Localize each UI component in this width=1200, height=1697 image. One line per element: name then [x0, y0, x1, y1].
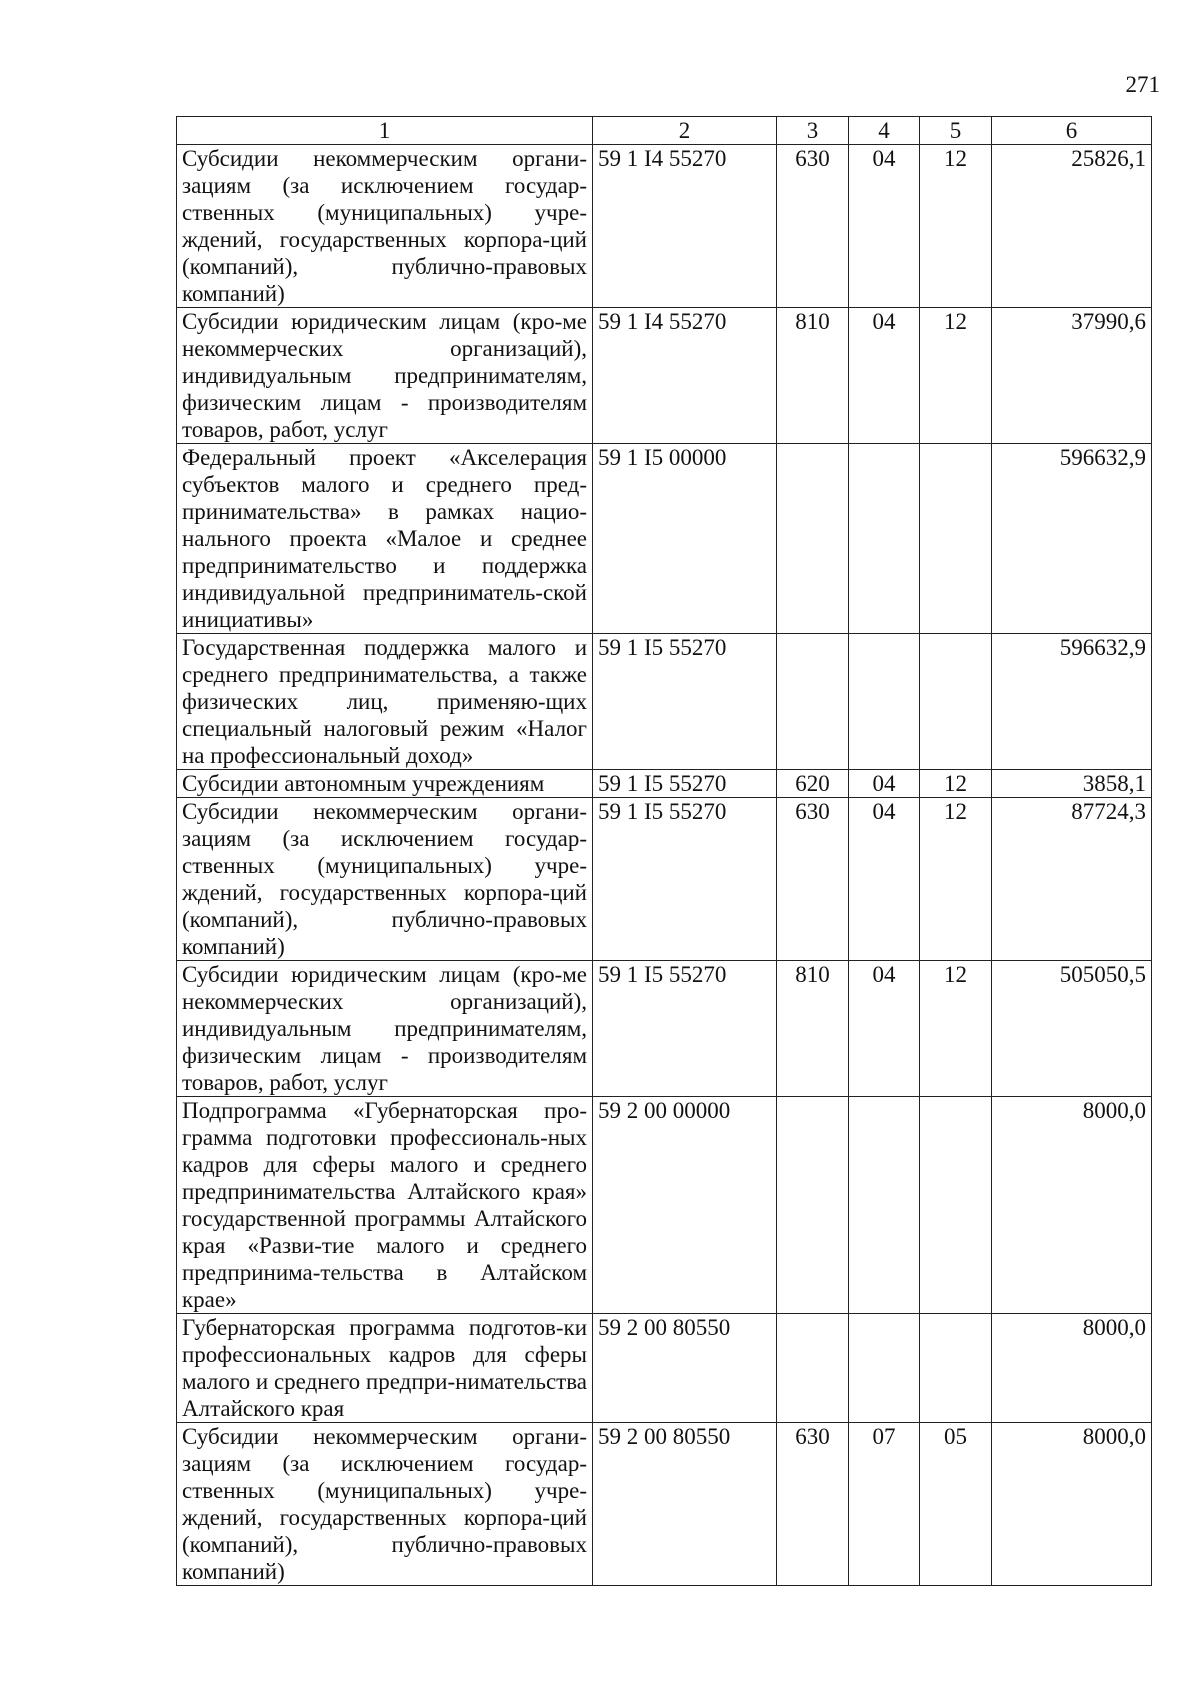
row-sum-cell: 3858,1	[992, 770, 1152, 798]
row-rz-cell	[849, 1097, 920, 1314]
row-sum-cell: 596632,9	[992, 634, 1152, 770]
row-code-cell: 59 1 I5 55270	[593, 634, 777, 770]
table-row	[177, 145, 1152, 308]
budget-table	[176, 116, 1152, 1586]
row-pr-cell: 05	[920, 1423, 992, 1586]
row-vr-cell	[777, 1097, 849, 1314]
row-rz-cell	[849, 444, 920, 634]
table-row	[177, 308, 1152, 444]
row-code-cell: 59 1 I4 55270	[593, 308, 777, 444]
column-header: 6	[992, 117, 1152, 145]
row-pr-cell: 12	[920, 145, 992, 308]
row-sum-cell: 8000,0	[992, 1097, 1152, 1314]
row-name-cell: Федеральный проект «Акселерация субъектов малого и среднего пред-принимательства» в рамках нацио-нального проекта «Малое и среднее предпринимательство и поддержка индивидуальной предприниматель-ской инициативы»	[177, 444, 593, 634]
row-vr-cell: 630	[777, 798, 849, 961]
table-row	[177, 634, 1152, 770]
row-code-cell: 59 2 00 80550	[593, 1314, 777, 1423]
row-sum-cell: 25826,1	[992, 145, 1152, 308]
table-row	[177, 1314, 1152, 1423]
table-row	[177, 444, 1152, 634]
row-name-cell: Субсидии юридическим лицам (кро-ме некоммерческих организаций), индивидуальным предпринимателям, физическим лицам - производителям товаров, работ, услуг	[177, 308, 593, 444]
row-rz-cell	[849, 634, 920, 770]
row-vr-cell	[777, 634, 849, 770]
row-name-cell: Подпрограмма «Губернаторская про-грамма подготовки профессиональ-ных кадров для сферы малого и среднего предпринимательства Алтайского края» государственной программы Алтайского края «Разви-тие малого и среднего предпринима-тельства в Алтайском крае»	[177, 1097, 593, 1314]
row-rz-cell: 04	[849, 770, 920, 798]
row-pr-cell	[920, 634, 992, 770]
row-name-cell: Субсидии некоммерческим органи-зациям (за исключением государ-ственных (муниципальных) учре-ждений, государственных корпора-ций (компаний), публично-правовых компаний)	[177, 1423, 593, 1586]
row-pr-cell: 12	[920, 770, 992, 798]
column-header: 5	[920, 117, 992, 145]
row-code-cell: 59 1 I5 55270	[593, 798, 777, 961]
row-sum-cell: 505050,5	[992, 961, 1152, 1097]
row-rz-cell: 04	[849, 798, 920, 961]
row-pr-cell	[920, 1097, 992, 1314]
row-rz-cell: 04	[849, 961, 920, 1097]
row-vr-cell: 630	[777, 1423, 849, 1586]
row-code-cell: 59 1 I5 00000	[593, 444, 777, 634]
row-sum-cell: 8000,0	[992, 1423, 1152, 1586]
row-sum-cell: 37990,6	[992, 308, 1152, 444]
row-name-cell: Субсидии юридическим лицам (кро-ме некоммерческих организаций), индивидуальным предпринимателям, физическим лицам - производителям товаров, работ, услуг	[177, 961, 593, 1097]
row-pr-cell: 12	[920, 798, 992, 961]
row-vr-cell: 810	[777, 308, 849, 444]
row-pr-cell	[920, 1314, 992, 1423]
row-code-cell: 59 1 I4 55270	[593, 145, 777, 308]
row-rz-cell: 04	[849, 145, 920, 308]
row-name-cell: Субсидии автономным учреждениям	[177, 770, 593, 798]
row-vr-cell	[777, 444, 849, 634]
row-code-cell: 59 2 00 00000	[593, 1097, 777, 1314]
table-row	[177, 1097, 1152, 1314]
row-sum-cell: 596632,9	[992, 444, 1152, 634]
table-header-row	[177, 117, 1152, 145]
table-row	[177, 961, 1152, 1097]
row-code-cell: 59 2 00 80550	[593, 1423, 777, 1586]
table-row	[177, 770, 1152, 798]
row-pr-cell	[920, 444, 992, 634]
row-name-cell: Государственная поддержка малого и среднего предпринимательства, а также физических лиц, применяю-щих специальный налоговый режим «Налог на профессиональный доход»	[177, 634, 593, 770]
row-rz-cell: 07	[849, 1423, 920, 1586]
row-vr-cell: 620	[777, 770, 849, 798]
column-header: 4	[849, 117, 920, 145]
page-number: 271	[1125, 72, 1160, 97]
table-row	[177, 1423, 1152, 1586]
row-name-cell: Субсидии некоммерческим органи-зациям (за исключением государ-ственных (муниципальных) учре-ждений, государственных корпора-ций (компаний), публично-правовых компаний)	[177, 798, 593, 961]
row-vr-cell: 810	[777, 961, 849, 1097]
row-sum-cell: 8000,0	[992, 1314, 1152, 1423]
column-header: 2	[593, 117, 777, 145]
row-rz-cell: 04	[849, 308, 920, 444]
row-name-cell: Субсидии некоммерческим органи-зациям (за исключением государ-ственных (муниципальных) учре-ждений, государственных корпора-ций (компаний), публично-правовых компаний)	[177, 145, 593, 308]
column-header: 1	[177, 117, 593, 145]
row-pr-cell: 12	[920, 308, 992, 444]
row-code-cell: 59 1 I5 55270	[593, 961, 777, 1097]
row-code-cell: 59 1 I5 55270	[593, 770, 777, 798]
row-vr-cell	[777, 1314, 849, 1423]
row-vr-cell: 630	[777, 145, 849, 308]
row-pr-cell: 12	[920, 961, 992, 1097]
row-name-cell: Губернаторская программа подготов-ки профессиональных кадров для сферы малого и среднего предпри-нимательства Алтайского края	[177, 1314, 593, 1423]
table-row	[177, 798, 1152, 961]
row-sum-cell: 87724,3	[992, 798, 1152, 961]
row-rz-cell	[849, 1314, 920, 1423]
column-header: 3	[777, 117, 849, 145]
